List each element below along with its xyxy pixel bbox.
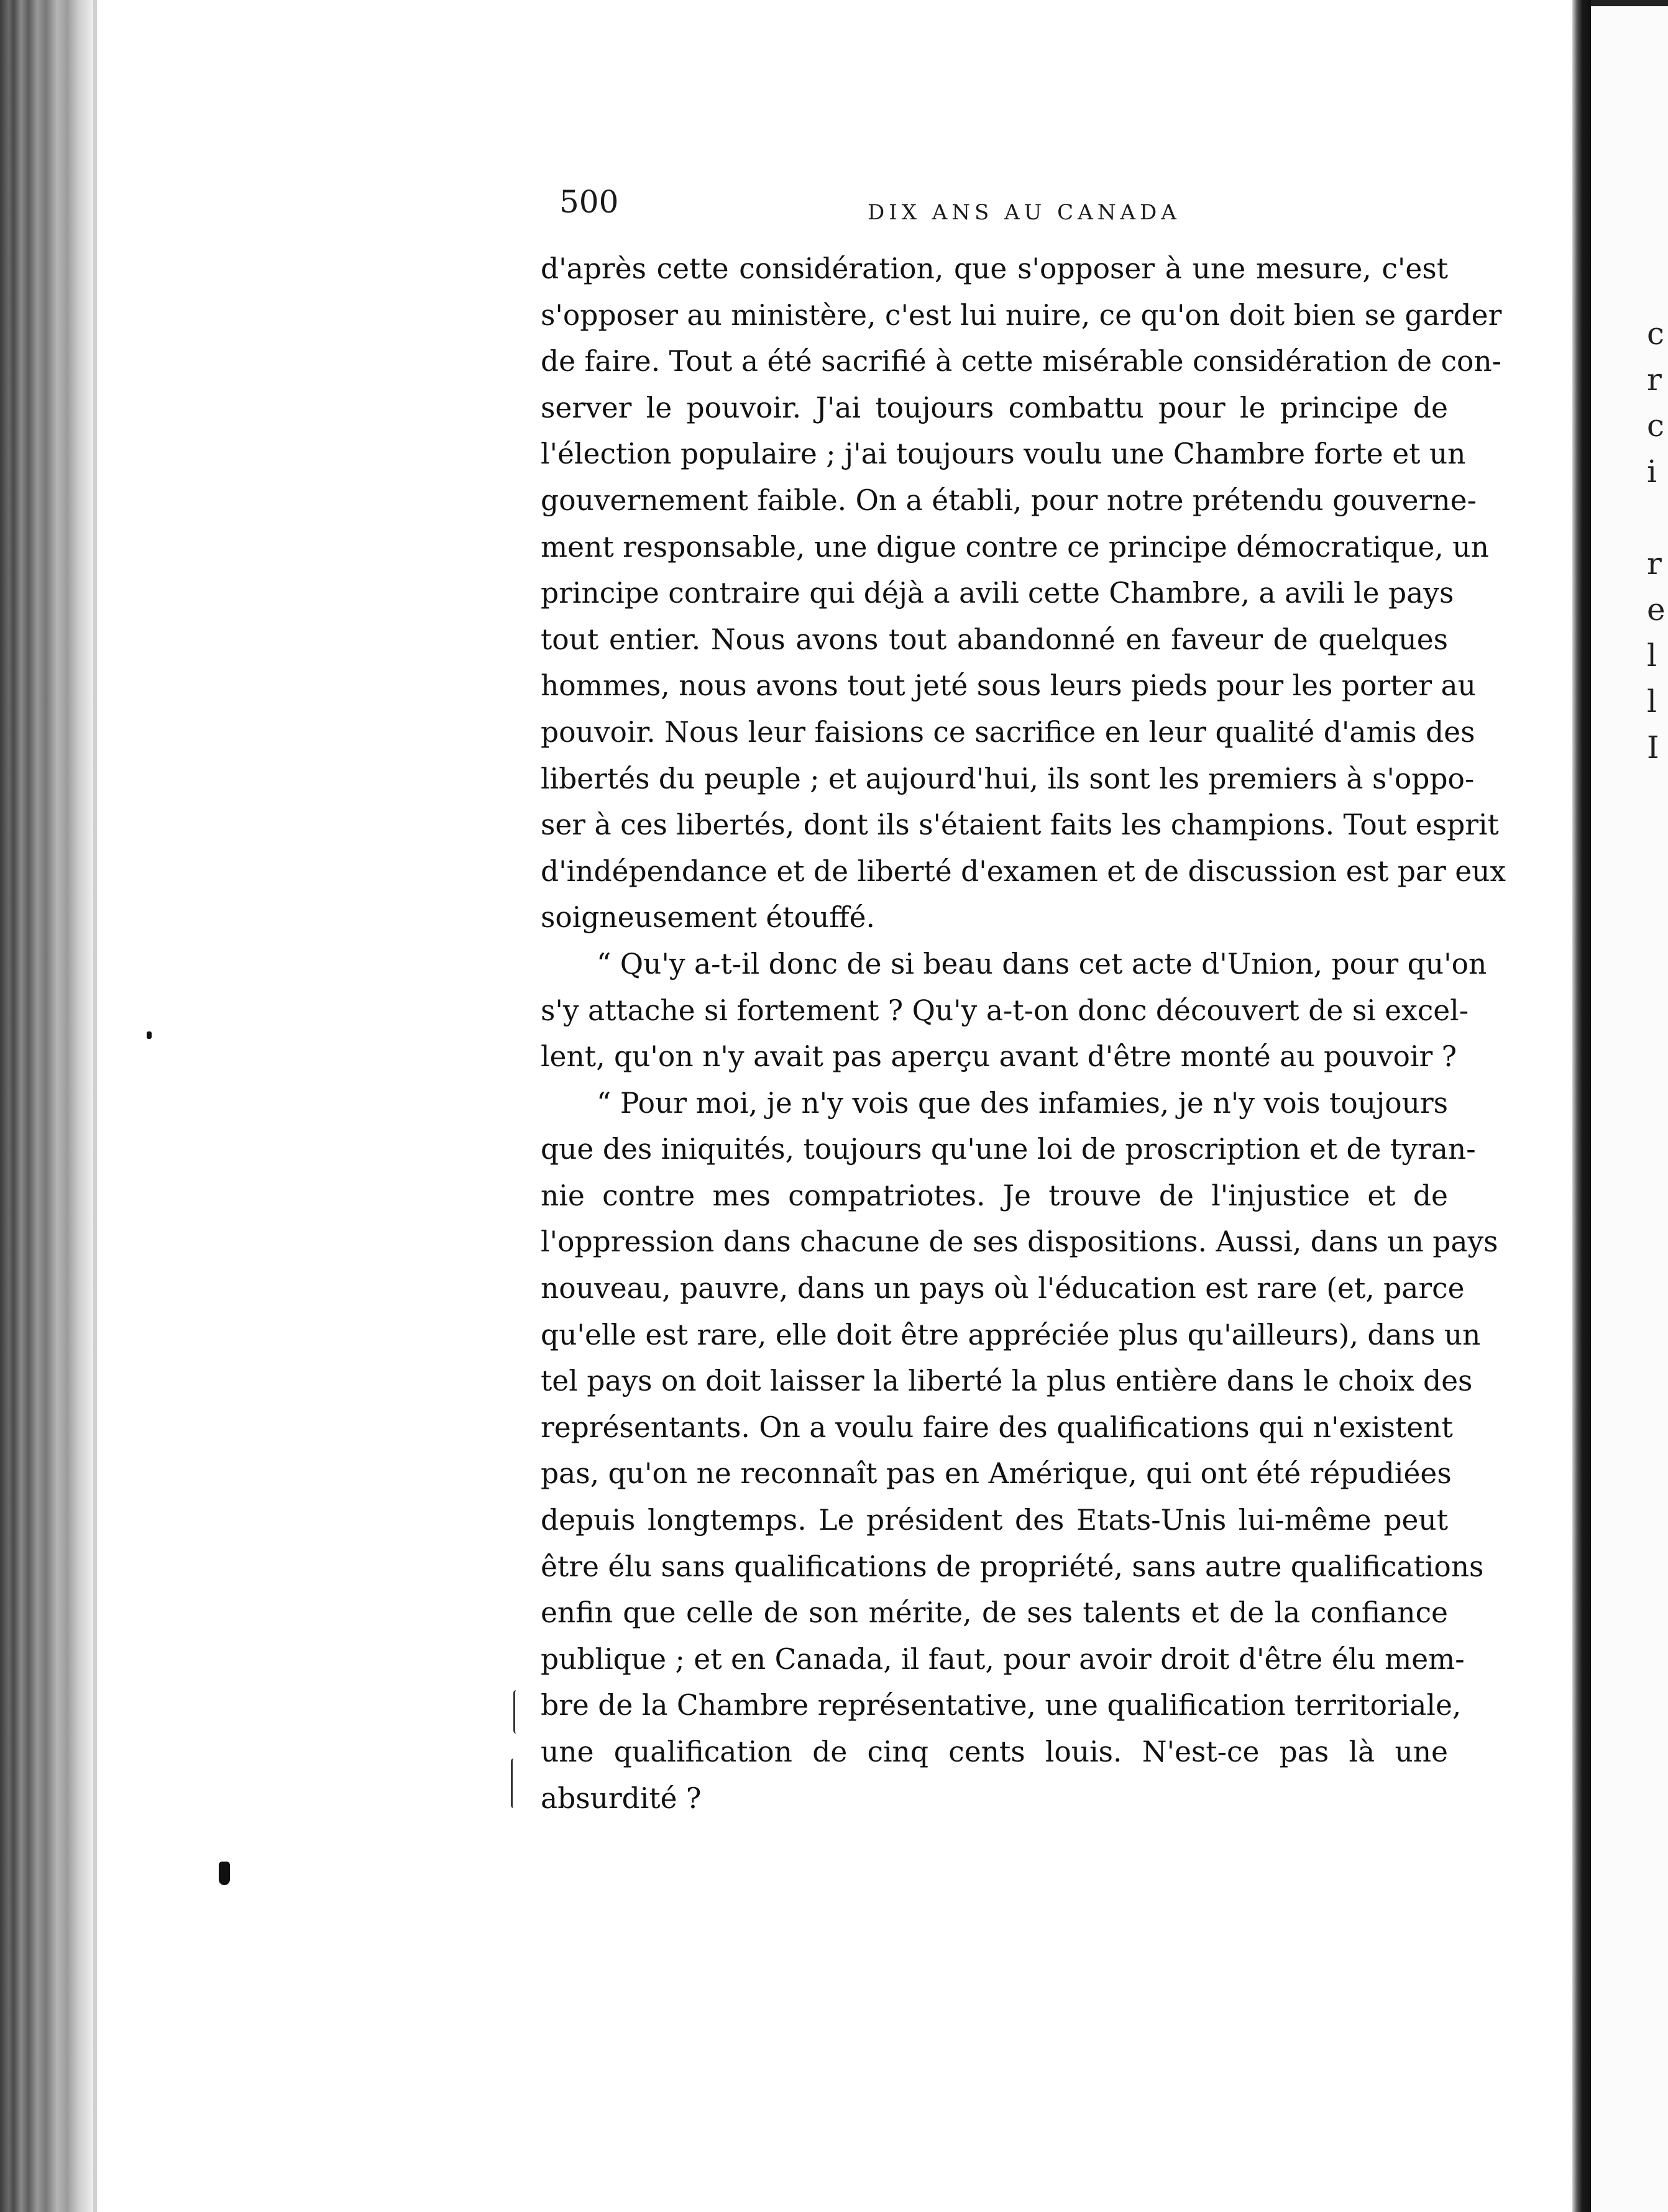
page-number: 500 bbox=[559, 184, 619, 220]
margin-ink-blot bbox=[219, 1862, 230, 1885]
facing-letter bbox=[1647, 495, 1668, 541]
text-line: l'oppression dans chacune de ses dispositions. Aussi, dans un pays bbox=[541, 1225, 1498, 1259]
text-line: de faire. Tout a été sacrifié à cette misérable considération de con- bbox=[541, 345, 1502, 378]
text-line: libertés du peuple ; et aujourd'hui, ils sont les premiers à s'oppo- bbox=[541, 762, 1475, 795]
text-line: “ Pour moi, je n'y vois que des infamies, je n'y vois toujours bbox=[597, 1086, 1448, 1120]
text-line: nie contre mes compatriotes. Je trouve de l'injustice et de bbox=[541, 1179, 1448, 1212]
facing-letter: c bbox=[1647, 408, 1665, 444]
facing-letter: i bbox=[1647, 454, 1657, 490]
text-line: soigneusement étouffé. bbox=[541, 901, 875, 935]
facing-letter: c bbox=[1647, 316, 1665, 352]
facing-letter: e bbox=[1647, 592, 1666, 628]
facing-letter: l bbox=[1647, 683, 1657, 720]
text-line: absurdité ? bbox=[541, 1781, 702, 1815]
facing-letter: l bbox=[1647, 638, 1657, 674]
facing-page-top-edge bbox=[1591, 0, 1668, 6]
facing-letter: r bbox=[1647, 362, 1662, 398]
margin-bracket-mark bbox=[513, 1690, 519, 1734]
running-title: DIX ANS AU CANADA bbox=[868, 200, 1181, 225]
margin-bracket-mark bbox=[511, 1758, 516, 1808]
page-edge-stripe bbox=[93, 0, 97, 2212]
text-line: nouveau, pauvre, dans un pays où l'éducation est rare (et, parce bbox=[541, 1272, 1465, 1305]
text-line: représentants. On a voulu faire des qualifications qui n'existent bbox=[541, 1410, 1453, 1444]
text-line: principe contraire qui déjà a avili cette Chambre, a avili le pays bbox=[541, 577, 1454, 610]
text-line: tel pays on doit laisser la liberté la plus entière dans le choix des bbox=[541, 1364, 1473, 1398]
text-line: publique ; et en Canada, il faut, pour avoir droit d'être élu mem- bbox=[541, 1642, 1465, 1676]
text-line: hommes, nous avons tout jeté sous leurs pieds pour les porter au bbox=[541, 669, 1476, 703]
text-line: depuis longtemps. Le président des Etats-Unis lui-même peut bbox=[541, 1504, 1448, 1537]
facing-letter: r bbox=[1647, 546, 1662, 582]
text-line: “ Qu'y a-t-il donc de si beau dans cet acte d'Union, pour qu'on bbox=[597, 947, 1487, 980]
text-line: une qualification de cinq cents louis. N'est-ce pas là une bbox=[541, 1735, 1448, 1768]
text-line: qu'elle est rare, elle doit être appréciée plus qu'ailleurs), dans un bbox=[541, 1318, 1481, 1351]
text-line: enfin que celle de son mérite, de ses talents et de la confiance bbox=[541, 1596, 1448, 1630]
text-line: s'opposer au ministère, c'est lui nuire, ce qu'on doit bien se garder bbox=[541, 298, 1502, 332]
text-line: pouvoir. Nous leur faisions ce sacrifice en leur qualité d'amis des bbox=[541, 715, 1475, 749]
text-line: lent, qu'on n'y avait pas aperçu avant d'être monté au pouvoir ? bbox=[541, 1040, 1457, 1074]
text-line: que des iniquités, toujours qu'une loi de proscription et de tyran- bbox=[541, 1133, 1476, 1166]
text-line: ser à ces libertés, dont ils s'étaient faits les champions. Tout esprit bbox=[541, 808, 1499, 842]
text-line: l'élection populaire ; j'ai toujours voulu une Chambre forte et un bbox=[541, 437, 1466, 471]
running-head bbox=[559, 184, 1454, 234]
text-line: être élu sans qualifications de propriété, sans autre qualifications bbox=[541, 1550, 1484, 1583]
text-line: gouvernement faible. On a établi, pour notre prétendu gouverne- bbox=[541, 483, 1477, 517]
text-line: tout entier. Nous avons tout abandonné en faveur de quelques bbox=[541, 623, 1448, 656]
text-line: d'indépendance et de liberté d'examen et de discussion est par eux bbox=[541, 854, 1506, 888]
text-line: bre de la Chambre représentative, une qualification territoriale, bbox=[541, 1689, 1462, 1722]
facing-letter: I bbox=[1647, 729, 1659, 766]
text-line: d'après cette considération, que s'opposer à une mesure, c'est bbox=[541, 252, 1448, 285]
text-line: ment responsable, une digue contre ce principe démocratique, un bbox=[541, 530, 1489, 564]
book-page-stack-edge bbox=[0, 0, 99, 2212]
text-line: s'y attache si fortement ? Qu'y a-t-on donc découvert de si excel- bbox=[541, 994, 1469, 1027]
margin-ink-speck bbox=[147, 1031, 152, 1039]
body-text-block bbox=[541, 246, 1506, 1822]
book-gutter-shadow bbox=[1572, 0, 1591, 2212]
facing-page-letters bbox=[1647, 311, 1668, 770]
text-line: server le pouvoir. J'ai toujours combattu pour le principe de bbox=[541, 391, 1448, 424]
text-line: pas, qu'on ne reconnaît pas en Amérique, qui ont été répudiées bbox=[541, 1457, 1452, 1491]
